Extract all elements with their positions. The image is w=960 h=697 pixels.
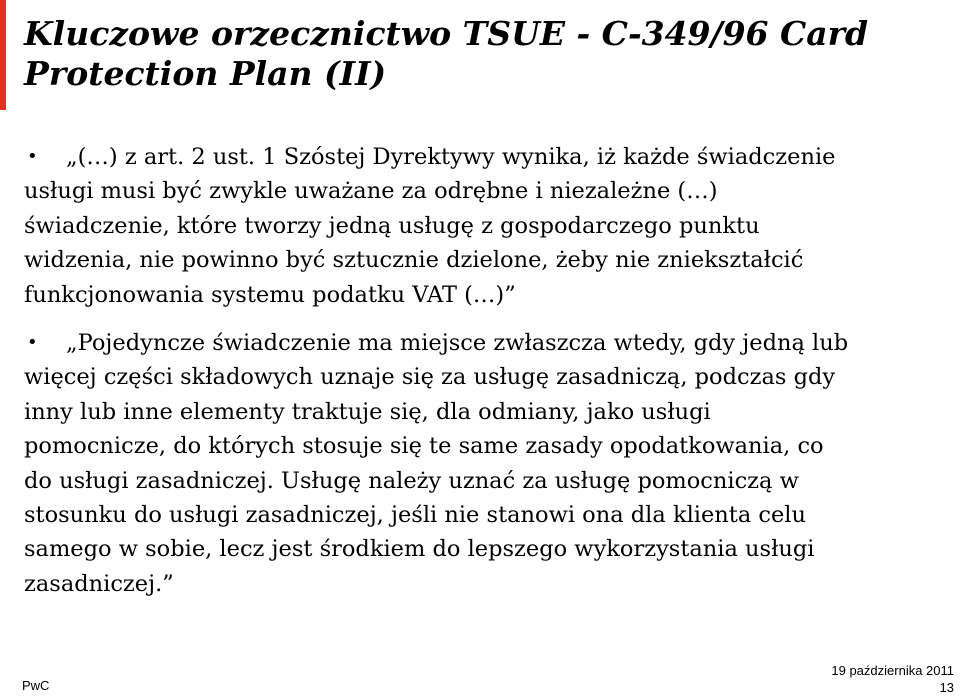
bullet-2-line-4: pomocnicze, do których stosuje się te same zasady opodatkowania, co (24, 433, 824, 460)
bullet-dot-icon: • (27, 146, 38, 167)
bullet-1-line-3: świadczenie, które tworzy jedną usługę z gospodarczego punktu (24, 212, 760, 239)
footer-date: 19 października 2011 (831, 663, 954, 678)
footer-info (831, 662, 954, 696)
bullet-2-line-6: stosunku do usługi zasadniczej, jeśli nie stanowi ona dla klienta celu (24, 502, 806, 529)
accent-bar (0, 0, 6, 110)
slide-title-line-2: Protection Plan (II) (24, 54, 387, 93)
bullet-2-line-7: samego w sobie, lecz jest środkiem do lepszego wykorzystania usługi (24, 536, 815, 563)
slide-title-line-1: Kluczowe orzecznictwo TSUE - C-349/96 Card (24, 14, 869, 53)
slide-title (24, 14, 944, 94)
bullet-1-line-4: widzenia, nie powinno być sztucznie dzielone, żeby nie zniekształcić (24, 247, 804, 274)
bullet-2-line-5: do usługi zasadniczej. Usługę należy uznać za usługę pomocniczą w (24, 467, 799, 494)
bullet-2-line-3: inny lub inne elementy traktuje się, dla odmiany, jako usługi (24, 398, 711, 425)
bullet-1-line-5: funkcjonowania systemu podatku VAT (…)” (24, 281, 516, 308)
footer-brand: PwC (22, 678, 50, 693)
page-number: 13 (939, 680, 954, 695)
bullet-list (0, 140, 960, 601)
bullet-2-line-8: zasadniczej.” (24, 570, 174, 597)
bullet-2-line-1: „Pojedyncze świadczenie ma miejsce zwłaszcza wtedy, gdy jedną lub (66, 330, 849, 357)
bullet-dot-icon: • (27, 332, 38, 354)
bullet-1-line-2: usługi musi być zwykle uważane za odrębne i niezależne (…) (24, 178, 718, 205)
bullet-item-2 (0, 326, 960, 601)
bullet-item-1 (0, 140, 960, 312)
bullet-2-line-2: więcej części składowych uznaje się za usługę zasadniczą, podczas gdy (24, 364, 836, 391)
bullet-1-line-1: „(…) z art. 2 ust. 1 Szóstej Dyrektywy wynika, iż każde świadczenie (66, 144, 836, 170)
